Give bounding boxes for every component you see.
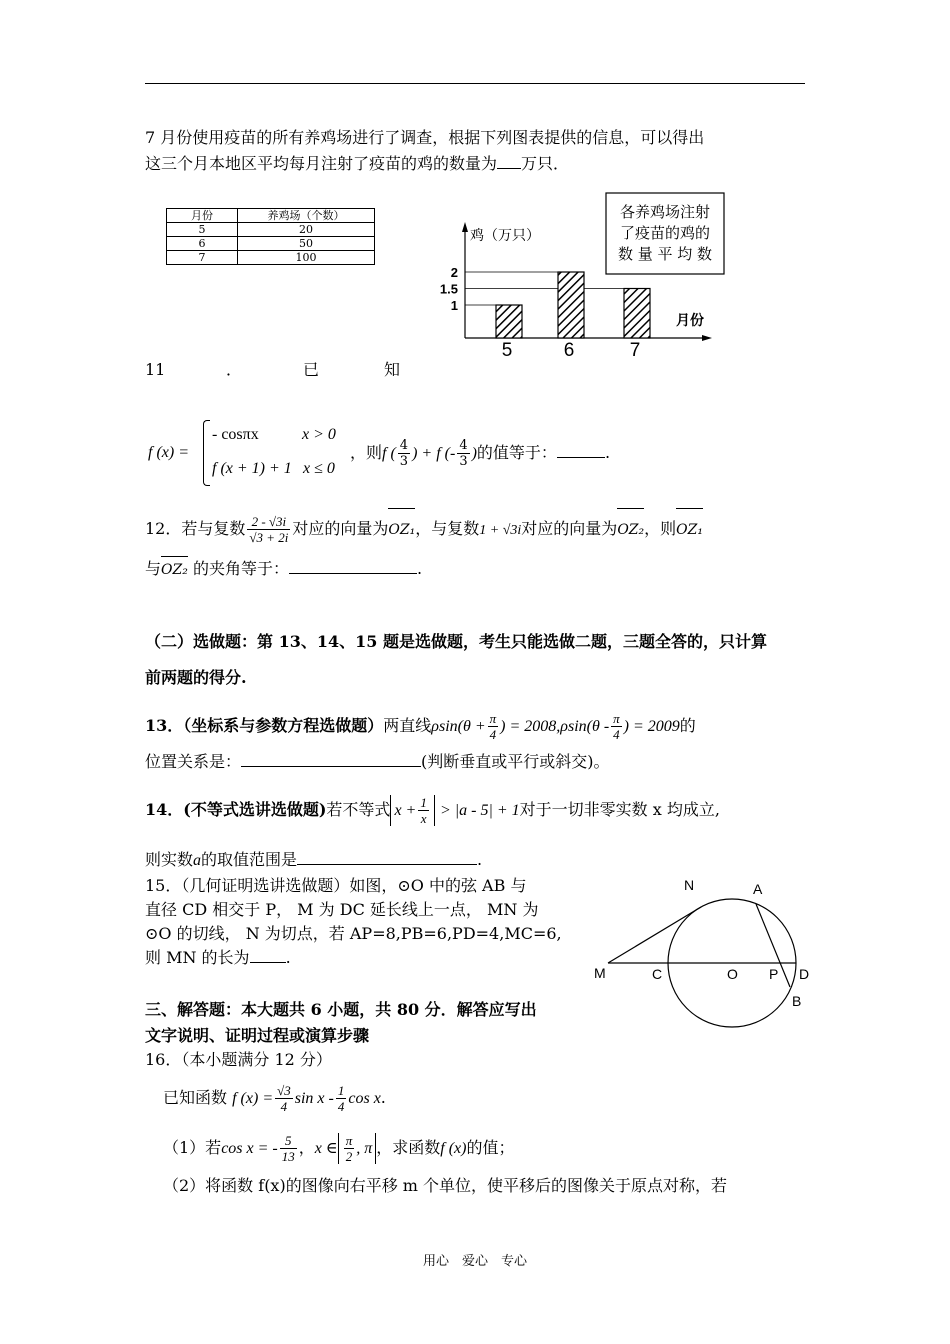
case2-expr: f (x + 1) + 1 <box>212 460 292 477</box>
table-header: 月份 <box>167 209 238 223</box>
table-row: 5 20 <box>167 223 375 237</box>
footer: 用心 爱心 专心 <box>422 1254 527 1269</box>
q11-number: 11 <box>145 360 166 379</box>
section2-line2: 前两题的得分. <box>145 668 247 687</box>
bar-5 <box>496 305 522 338</box>
answer-blank <box>297 848 477 865</box>
q11-word: 已 <box>303 360 320 379</box>
answer-blank <box>557 441 605 458</box>
table-row: 6 50 <box>167 237 375 251</box>
label-m: M <box>594 965 606 981</box>
chart-title-line: 了疫苗的鸡的 <box>619 224 711 242</box>
header-rule <box>145 83 805 84</box>
bar-7 <box>624 289 650 339</box>
circle-figure <box>590 870 820 1050</box>
y-axis-label: 鸡（万只） <box>470 228 540 244</box>
q13-line2: 位置关系是： (判断垂直或平行或斜交)。 <box>145 752 610 771</box>
bar-6 <box>558 272 584 338</box>
farm-table <box>166 208 375 265</box>
y-tick-label: 2 <box>450 265 458 280</box>
label-b: B <box>792 993 802 1009</box>
q10-line2: 这三个月本地区平均每月注射了疫苗的鸡的数量为 万只． <box>145 154 570 173</box>
label-o: O <box>727 966 738 982</box>
q15-line3: ⊙O 的切线， N 为切点，若 AP=8,PB=6,PD=4,MC=6, <box>145 924 562 943</box>
answer-blank <box>241 750 421 767</box>
label-d: D <box>799 966 810 982</box>
label-a: A <box>753 881 763 897</box>
chart-title-line: 各养鸡场注射 <box>619 203 711 221</box>
section3-line2: 文字说明、证明过程或演算步骤 <box>145 1026 370 1045</box>
chart-title-line: 数 量 平 均 数 <box>617 245 713 263</box>
q10-line1: 7 月份使用疫苗的所有养鸡场进行了调查，根据下列图表提供的信息，可以得出 <box>145 128 705 147</box>
answer-blank <box>250 946 286 963</box>
label-c: C <box>652 966 663 982</box>
bar-chart <box>430 190 730 362</box>
x-tick-label: 5 <box>501 340 513 361</box>
answer-blank <box>289 557 417 574</box>
q14-line2: 则实数a的取值范围是 . <box>145 850 483 869</box>
q16-header: 16．（本小题满分 12 分） <box>145 1050 332 1069</box>
q11-word: 知 <box>384 360 401 379</box>
x-tick-label: 7 <box>629 340 641 361</box>
y-tick-label: 1 <box>450 298 458 313</box>
q11-dot: ． <box>226 360 243 379</box>
q15-line4: 则 MN 的长为 . <box>145 948 291 967</box>
y-axis-arrow <box>462 222 468 232</box>
q11-lhs: f (x) = <box>148 444 189 461</box>
case2-cond: x ≤ 0 <box>303 460 335 477</box>
q16-part1: （1）若cos x = - $\frac{5}{13}$ ，x ∈ $\frac{\pi}{2}$ , π ，求函数f (x)的值； <box>163 1133 515 1164</box>
tangent-mn <box>608 907 701 963</box>
label-p: P <box>769 966 779 982</box>
section3-line1: 三、解答题：本大题共 6 小题，共 80 分．解答应写出 <box>145 1000 537 1019</box>
piecewise-brace <box>203 420 210 486</box>
answer-blank <box>497 152 521 169</box>
table-header: 养鸡场（个数） <box>238 209 375 223</box>
q11-expression: ，则f ( $\frac{4}{3}$ ) + f (- $\frac{4}{3}$ )的值等于： . <box>350 438 611 469</box>
x-tick-label: 6 <box>563 340 575 361</box>
q16-part2: （2）将函数 f(x)的图像向右平移 m 个单位，使平移后的图像关于原点对称，若 <box>163 1176 728 1195</box>
label-n: N <box>684 877 695 893</box>
q12-line2: 与OZ₂ 的夹角等于： . <box>145 556 422 582</box>
table-header-row <box>167 209 375 223</box>
y-tick-label: 1.5 <box>439 281 458 297</box>
x-axis-label: 月份 <box>676 313 704 329</box>
q13-line1: 13．（坐标系与参数方程选做题）两直线ρsin(θ + $\frac{\pi}{4}$ ) = 2008,ρsin(θ - $\frac{\pi}{4}$ ) = 2009的 <box>145 711 696 742</box>
case1-cond: x > 0 <box>302 426 336 443</box>
q15-line2: 直径 CD 相交于 P， M 为 DC 延长线上一点， MN 为 <box>145 900 539 919</box>
q12-line1: 12．若与复数 $\frac{2 - √3i}{√3 + 2i}$ 对应的向量为OZ₁，与复数1 + √3i对应的向量为OZ₂，则OZ₁ <box>145 508 703 551</box>
section2-line1: （二）选做题：第 13、14、15 题是选做题，考生只能选做二题，三题全答的，只计算 <box>145 632 767 651</box>
q14-line1: 14．(不等式选讲选做题)若不等式 x + $\frac{1}{x}$ > |a - 5| + 1对于一切非零实数 x 均成立, <box>145 795 720 826</box>
x-axis-arrow <box>702 335 712 341</box>
case1-expr: - cosπx <box>212 426 259 443</box>
table-row: 7 100 <box>167 251 375 265</box>
q16-given: 已知函数 f (x) = $\frac{√3}{4}$ sin x - $\frac{1}{4}$ cos x. <box>163 1083 386 1114</box>
q15-line1: 15．（几何证明选讲选做题）如图，⊙O 中的弦 AB 与 <box>145 876 527 895</box>
